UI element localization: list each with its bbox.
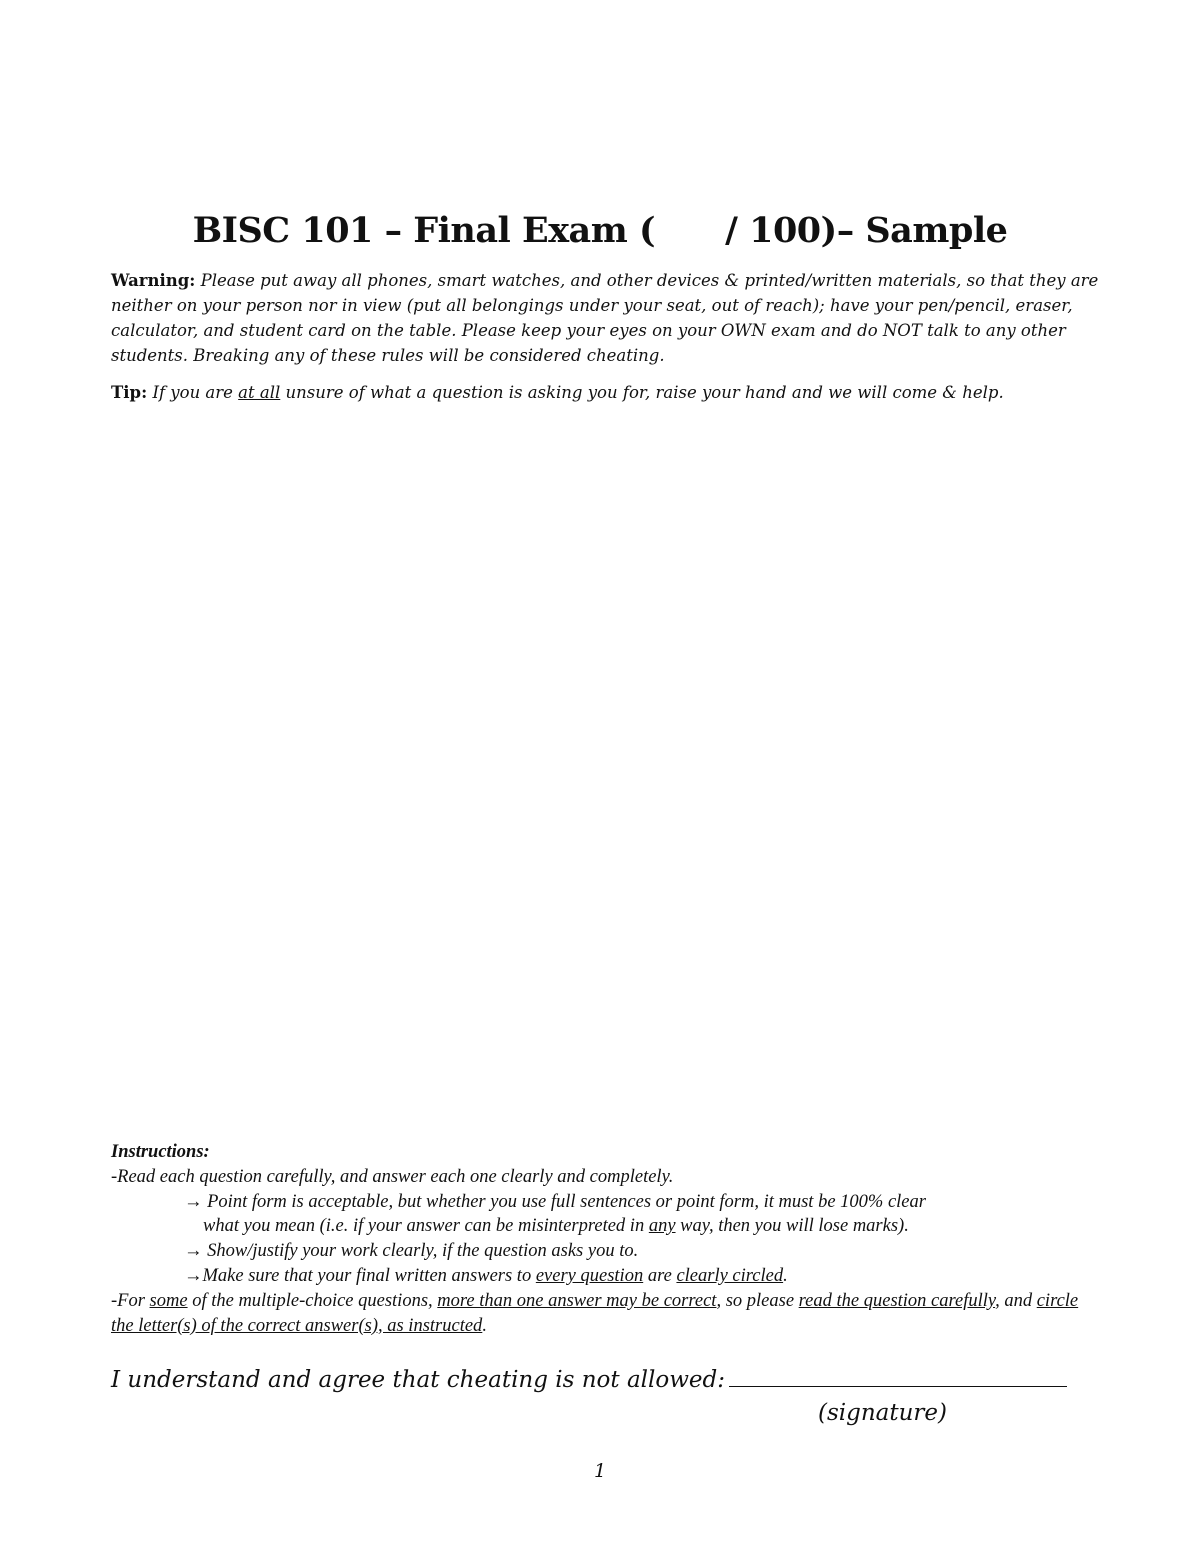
exam-title: BISC 101 – Final Exam ( / 100)– Sample bbox=[192, 210, 1008, 251]
circle-answers-every-question: every question bbox=[535, 1265, 644, 1286]
warning-text: Please put away all phones, smart watches, and other devices & printed/written materials, so that they are neither on your person nor in view (put all belongings under your seat, out of reach); have your pen/pencil, eraser, calculator, and student card on the table. Please keep your eyes on your OWN exam and do NOT talk to any other students. Breaking any of these rules will be considered cheating. bbox=[111, 271, 1099, 365]
signature-label: (signature) bbox=[818, 1400, 948, 1426]
tip-paragraph bbox=[111, 380, 1101, 405]
instruction-point-form: → Point form is acceptable, but whether you use full sentences or point form, it must be 100% clear bbox=[184, 1191, 926, 1212]
mc-read-question: read the question carefully bbox=[798, 1290, 996, 1311]
tip-text-underlined: at all bbox=[238, 383, 281, 402]
agreement-text: I understand and agree that cheating is not allowed: bbox=[111, 1367, 725, 1393]
circle-answers-pre: →Make sure that your final written answers to bbox=[184, 1265, 536, 1286]
warning-paragraph bbox=[111, 268, 1101, 368]
instruction-multiple-choice bbox=[111, 1289, 1101, 1339]
instructions-block bbox=[111, 1140, 1101, 1338]
instructions-heading: Instructions: bbox=[111, 1142, 210, 1162]
mc-circle-letters: circle the letter(s) of the correct answer(s), as instructed bbox=[111, 1290, 1079, 1336]
point-form-cont-post: way, then you will lose marks). bbox=[675, 1216, 909, 1237]
point-form-cont-any: any bbox=[648, 1216, 676, 1237]
tip-text-pre: If you are bbox=[152, 383, 239, 402]
instruction-circle-answers bbox=[111, 1264, 1101, 1289]
circle-answers-clearly-circled: clearly circled bbox=[676, 1265, 784, 1286]
instruction-show-work: → Show/justify your work clearly, if the question asks you to. bbox=[184, 1241, 639, 1262]
circle-answers-mid: are bbox=[643, 1265, 677, 1286]
circle-answers-post: . bbox=[783, 1265, 788, 1286]
page-number: 1 bbox=[593, 1460, 607, 1482]
mc-some: some bbox=[149, 1290, 188, 1311]
point-form-cont-pre: what you mean (i.e. if your answer can be misinterpreted in bbox=[203, 1216, 649, 1237]
instruction-point-form-cont bbox=[111, 1214, 1101, 1239]
mc-mid1: of the multiple-choice questions, bbox=[187, 1290, 438, 1311]
tip-text-post: unsure of what a question is asking you for, raise your hand and we will come & help. bbox=[280, 383, 1004, 402]
mc-mid3: , and bbox=[995, 1290, 1037, 1311]
cheating-agreement bbox=[111, 1367, 1067, 1393]
tip-label: Tip: bbox=[111, 383, 148, 402]
instruction-read-each: -Read each question carefully, and answer each one clearly and completely. bbox=[111, 1166, 674, 1187]
signature-line[interactable] bbox=[729, 1368, 1067, 1387]
warning-label: Warning: bbox=[111, 271, 196, 290]
mc-post: . bbox=[482, 1315, 487, 1336]
mc-pre: -For bbox=[111, 1290, 150, 1311]
mc-more-than-one: more than one answer may be correct bbox=[437, 1290, 717, 1311]
mc-mid2: , so please bbox=[716, 1290, 799, 1311]
